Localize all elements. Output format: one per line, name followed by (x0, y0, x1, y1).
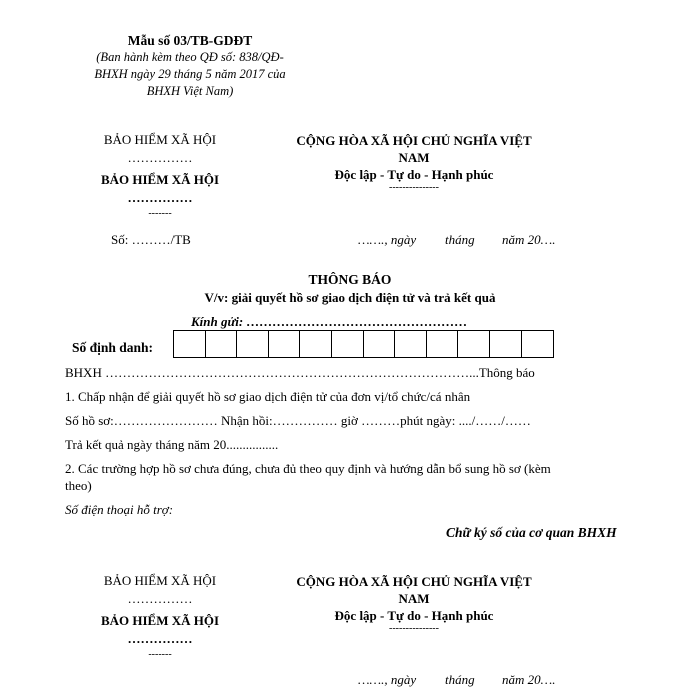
document-number: Số: ………/TB (111, 232, 191, 247)
id-cell[interactable] (174, 331, 206, 357)
org-divider: ------- (148, 208, 172, 219)
republic-name-cont: NAM (398, 150, 430, 165)
id-cell[interactable] (522, 331, 554, 357)
org-dots-bold: …………… (127, 631, 193, 646)
date-month: tháng (445, 232, 475, 247)
motto: Độc lập - Tự do - Hạnh phúc (334, 608, 494, 623)
form-code: Mẫu số 03/TB-GDĐT (127, 33, 253, 48)
motto-divider: --------------- (389, 623, 439, 634)
date-year-2: năm 20…. (502, 672, 556, 687)
id-cell[interactable] (458, 331, 490, 357)
file-info-line: Số hồ sơ:…………………… Nhận hồi:…………… giờ ………phút ngày: ..../……/…… (65, 413, 531, 428)
motto: Độc lập - Tự do - Hạnh phúc (334, 167, 494, 182)
republic-block (264, 132, 564, 193)
item-2-line1: 2. Các trường hợp hồ sơ chưa đúng, chưa đủ theo quy định và hướng dẫn bổ sung hồ sơ (kèm (65, 461, 551, 476)
id-cell[interactable] (269, 331, 301, 357)
form-header (60, 32, 320, 100)
body-bhxh-line: BHXH …………………………………………………………………………...Thông báo (65, 365, 535, 380)
id-cell[interactable] (364, 331, 396, 357)
signature-label: Chữ ký số của cơ quan BHXH (446, 525, 617, 540)
support-phone-label: Số điện thoại hỗ trợ: (65, 502, 174, 517)
form-note-line1: (Ban hành kèm theo QĐ số: 838/QĐ- (96, 50, 284, 64)
org-divider: ------- (148, 649, 172, 660)
id-cell[interactable] (206, 331, 238, 357)
org-name-bold: BẢO HIỂM XÃ HỘI (100, 172, 220, 187)
republic-name: CỘNG HÒA XÃ HỘI CHỦ NGHĨA VIỆT (296, 574, 532, 589)
return-date-line: Trả kết quả ngày tháng năm 20................ (65, 437, 279, 452)
org-dots: …………… (127, 591, 193, 606)
date-year: năm 20…. (502, 232, 556, 247)
form-note-line3: BHXH Việt Nam) (146, 84, 234, 98)
notice-subject: V/v: giải quyết hồ sơ giao dịch điện tử và trả kết quả (204, 290, 496, 305)
org-dots-bold: …………… (127, 190, 193, 205)
republic-block-2 (264, 573, 564, 634)
date-month-2: tháng (445, 672, 475, 687)
form-note-line2: BHXH ngày 29 tháng 5 năm 2017 của (94, 67, 286, 81)
id-number-grid[interactable] (173, 330, 554, 358)
id-cell[interactable] (427, 331, 459, 357)
org-name: BẢO HIỂM XÃ HỘI (103, 132, 217, 147)
notice-title: THÔNG BÁO (308, 272, 392, 287)
republic-name-cont: NAM (398, 591, 430, 606)
item-2-line2: theo) (65, 478, 92, 493)
org-dots: …………… (127, 150, 193, 165)
id-cell[interactable] (300, 331, 332, 357)
id-cell[interactable] (490, 331, 522, 357)
id-cell[interactable] (237, 331, 269, 357)
id-cell[interactable] (332, 331, 364, 357)
motto-divider: --------------- (389, 182, 439, 193)
date-dots: ……., ngày (358, 232, 417, 247)
org-block (60, 132, 260, 219)
recipient-line: Kính gửi: …………………………………………… (191, 314, 468, 329)
date-dots-2: ……., ngày (358, 672, 417, 687)
item-1: 1. Chấp nhận để giải quyết hồ sơ giao dịch điện tử của đơn vị/tổ chức/cá nhân (65, 389, 471, 404)
org-name-bold: BẢO HIỂM XÃ HỘI (100, 613, 220, 628)
id-label: Số định danh: (72, 340, 154, 355)
republic-name: CỘNG HÒA XÃ HỘI CHỦ NGHĨA VIỆT (296, 133, 532, 148)
org-block-2 (60, 573, 260, 660)
org-name: BẢO HIỂM XÃ HỘI (103, 573, 217, 588)
id-cell[interactable] (395, 331, 427, 357)
